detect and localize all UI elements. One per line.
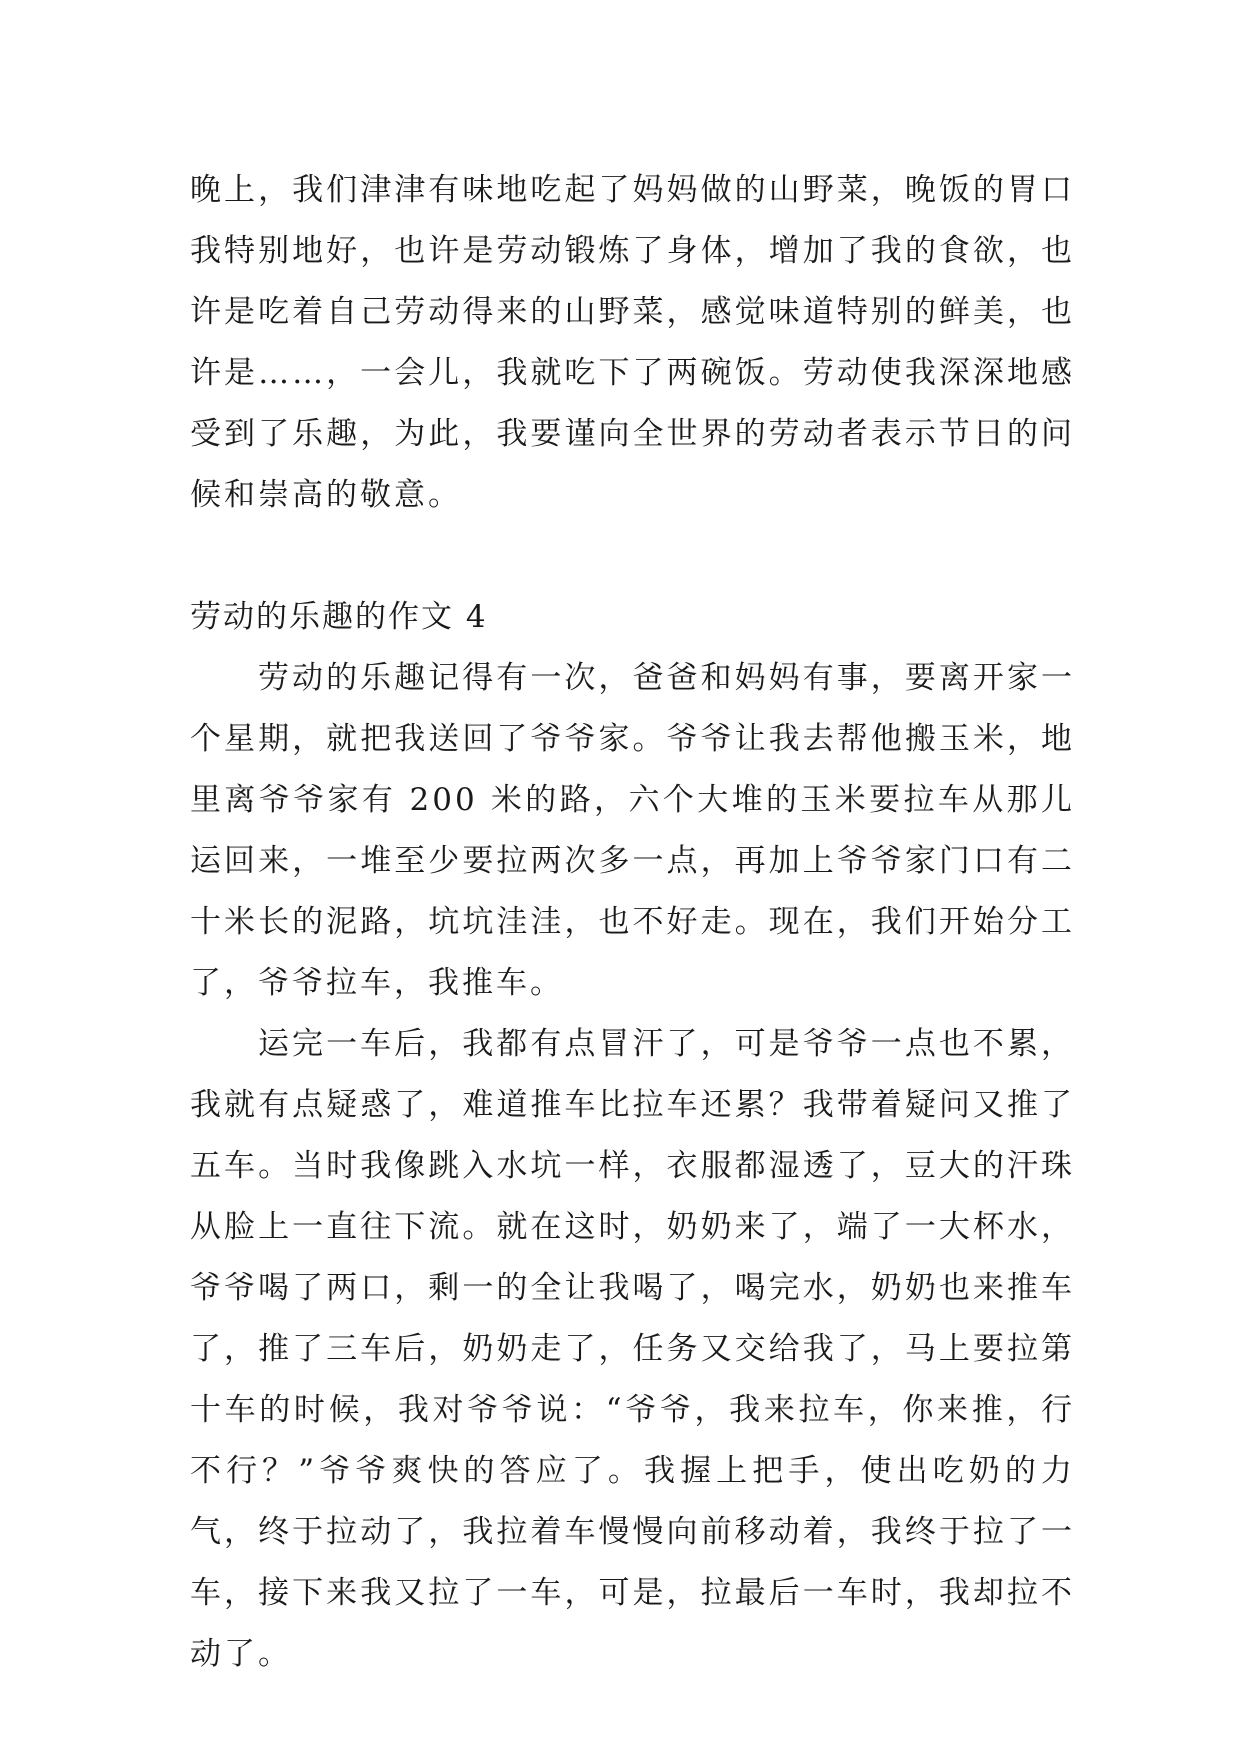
document-body	[190, 160, 1075, 1685]
intro-paragraph: 晚上，我们津津有味地吃起了妈妈做的山野菜，晚饭的胃口我特别地好，也许是劳动锻炼了身体，增加了我的食欲，也许是吃着自己劳动得来的山野菜，感觉味道特别的鲜美，也许是……，一会儿，我就吃下了两碗饭。劳动使我深深地感受到了乐趣，为此，我要谨向全世界的劳动者表示节日的问候和崇高的敬意。	[190, 172, 1075, 513]
section-heading: 劳动的乐趣的作文 4	[190, 599, 488, 635]
body-paragraph-2: 运完一车后，我都有点冒汗了，可是爷爷一点也不累，我就有点疑惑了，难道推车比拉车还累？我带着疑问又推了五车。当时我像跳入水坑一样，衣服都湿透了，豆大的汗珠从脸上一直往下流。就在这时，奶奶来了，端了一大杯水，爷爷喝了两口，剩一的全让我喝了，喝完水，奶奶也来推车了，推了三车后，奶奶走了，任务又交给我了，马上要拉第十车的时候，我对爷爷说：“爷爷，我来拉车，你来推，行不行？”爷爷爽快的答应了。我握上把手，使出吃奶的力气，终于拉动了，我拉着车慢慢向前移动着，我终于拉了一车，接下来我又拉了一车，可是，拉最后一车时，我却拉不动了。	[190, 1026, 1075, 1672]
body-paragraph-1: 劳动的乐趣记得有一次，爸爸和妈妈有事，要离开家一个星期，就把我送回了爷爷家。爷爷让我去帮他搬玉米，地里离爷爷家有 200 米的路，六个大堆的玉米要拉车从那儿运回来，一堆至少要拉两次多一点，再加上爷爷家门口有二十米长的泥路，坑坑洼洼，也不好走。现在，我们开始分工了，爷爷拉车，我推车。	[190, 660, 1075, 1001]
